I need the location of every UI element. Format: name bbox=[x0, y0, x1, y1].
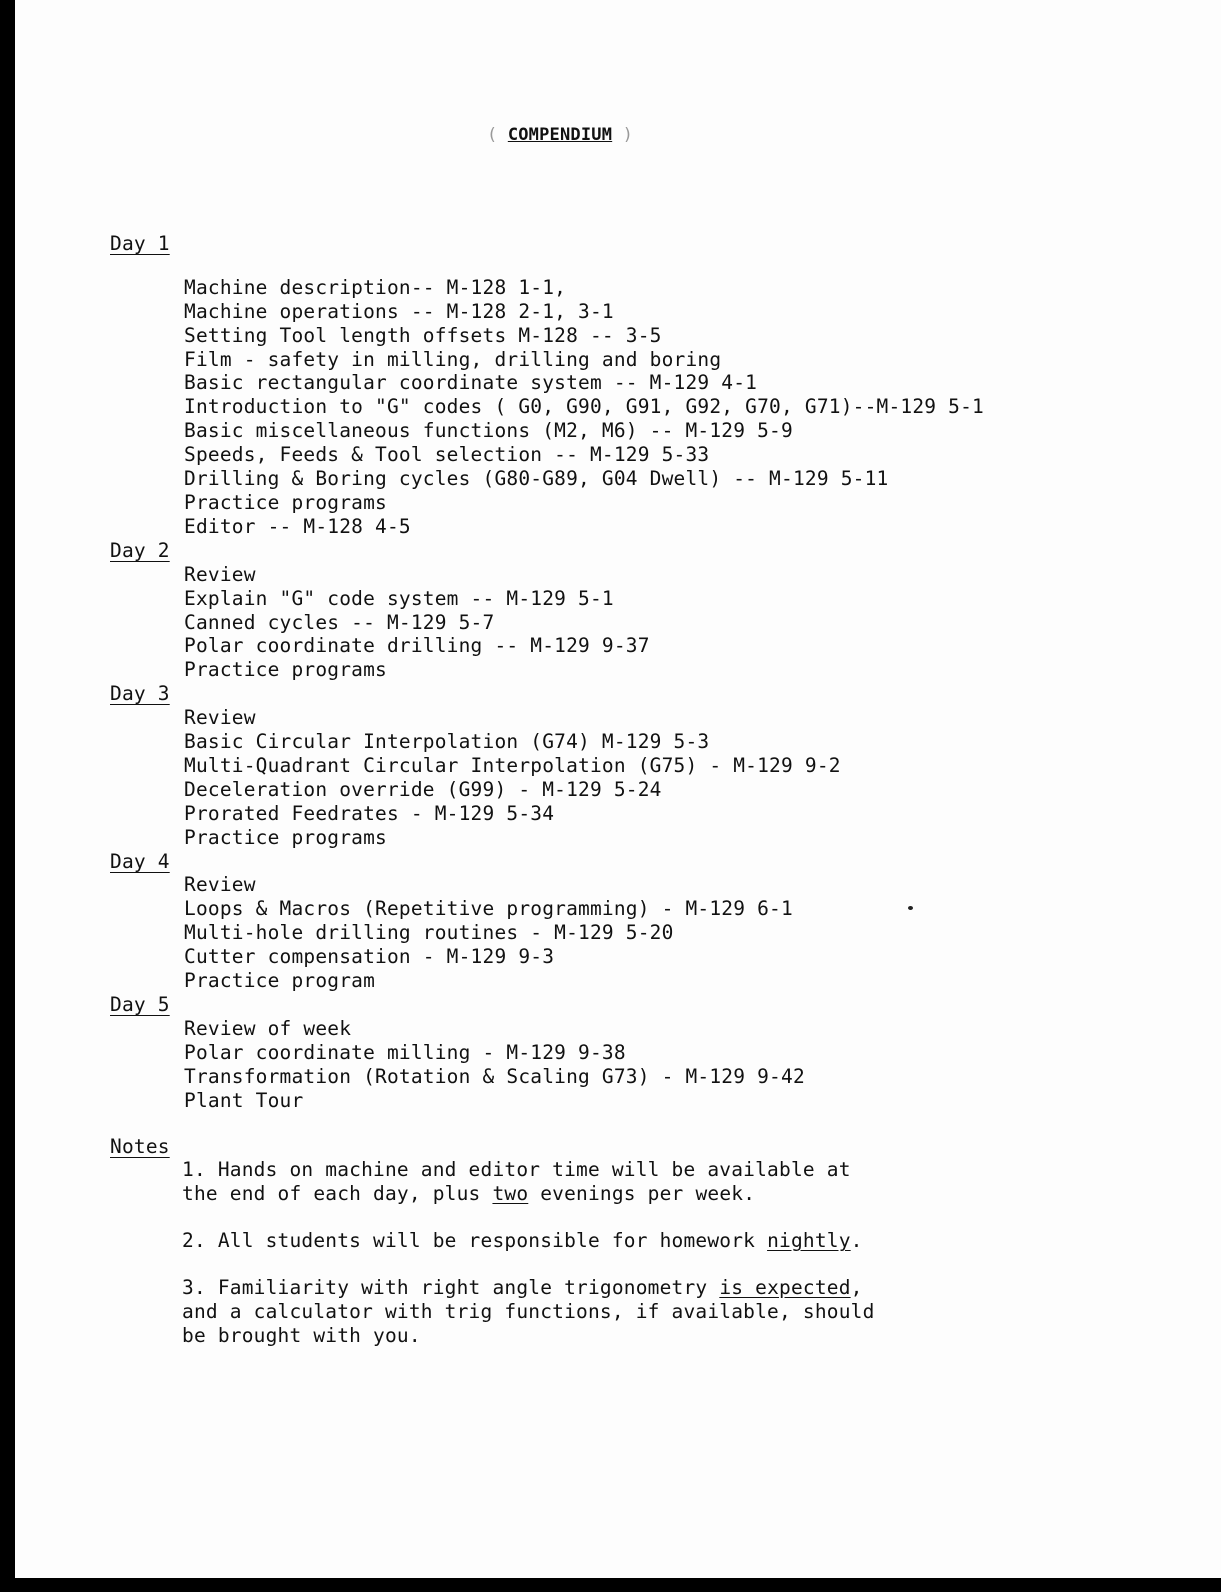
day-items bbox=[184, 706, 1190, 849]
agenda-item: Editor -- M-128 4-5 bbox=[184, 514, 411, 538]
agenda-item: Basic Circular Interpolation (G74) M-129 5-3 bbox=[184, 730, 710, 754]
document-page bbox=[110, 124, 1190, 1371]
agenda-item: Polar coordinate drilling -- M-129 9-37 bbox=[184, 634, 650, 658]
agenda-item: Basic rectangular coordinate system -- M-129 4-1 bbox=[184, 371, 758, 395]
day-section bbox=[110, 850, 1190, 993]
agenda-item: Practice programs bbox=[184, 658, 387, 682]
day-heading: Day 2 bbox=[110, 538, 170, 562]
day-heading: Day 1 bbox=[110, 231, 170, 255]
day-heading: Day 4 bbox=[110, 849, 170, 873]
day-section bbox=[110, 539, 1190, 682]
day-section bbox=[110, 993, 1190, 1113]
agenda-item: Plant Tour bbox=[184, 1088, 304, 1112]
note-1: 1. Hands on machine and editor time will be available at the end of each day, plus two evenings per week. bbox=[182, 1158, 851, 1206]
agenda-item: Canned cycles -- M-129 5-7 bbox=[184, 610, 495, 634]
day-items bbox=[184, 1017, 1190, 1113]
day-items bbox=[184, 563, 1190, 683]
agenda-item: Setting Tool length offsets M-128 -- 3-5 bbox=[184, 323, 662, 347]
agenda-item: Film - safety in milling, drilling and boring bbox=[184, 347, 722, 371]
agenda-item: Loops & Macros (Repetitive programming) - M-129 6-1 bbox=[184, 897, 793, 921]
day-items bbox=[184, 873, 1190, 993]
agenda-item: Machine description-- M-128 1-1, bbox=[184, 275, 567, 299]
agenda-item: Explain "G" code system -- M-129 5-1 bbox=[184, 586, 614, 610]
agenda-item: Drilling & Boring cycles (G80-G89, G04 Dwell) -- M-129 5-11 bbox=[184, 467, 889, 491]
agenda-item: Practice programs bbox=[184, 490, 387, 514]
day-heading: Day 3 bbox=[110, 682, 170, 706]
agenda-item: Review of week bbox=[184, 1016, 352, 1040]
notes-heading: Notes bbox=[110, 1134, 170, 1158]
agenda-item: Multi-hole drilling routines - M-129 5-20 bbox=[184, 921, 674, 945]
agenda-item: Multi-Quadrant Circular Interpolation (G75) - M-129 9-2 bbox=[184, 753, 841, 777]
agenda-item: Basic miscellaneous functions (M2, M6) -- M-129 5-9 bbox=[184, 419, 793, 443]
agenda-item: Machine operations -- M-128 2-1, 3-1 bbox=[184, 299, 614, 323]
day-items bbox=[184, 276, 1190, 539]
title-block: ( COMPENDIUM ) bbox=[486, 125, 634, 145]
agenda-item: Polar coordinate milling - M-129 9-38 bbox=[184, 1040, 626, 1064]
agenda-item: Introduction to "G" codes ( G0, G90, G91, G92, G70, G71)--M-129 5-1 bbox=[184, 395, 984, 419]
agenda-item: Deceleration override (G99) - M-129 5-24 bbox=[184, 777, 662, 801]
scan-bottom-border bbox=[0, 1578, 1221, 1592]
document-title: COMPENDIUM bbox=[507, 125, 613, 145]
agenda-item: Review bbox=[184, 706, 256, 730]
agenda-item: Practice programs bbox=[184, 825, 387, 849]
agenda-item: Prorated Feedrates - M-129 5-34 bbox=[184, 801, 555, 825]
note-3: 3. Familiarity with right angle trigonometry is expected, and a calculator with trig functions, if available, should be brought with you. bbox=[182, 1276, 875, 1347]
agenda-item: Cutter compensation - M-129 9-3 bbox=[184, 945, 555, 969]
day-section bbox=[110, 682, 1190, 849]
agenda-item: Review bbox=[184, 873, 256, 897]
day-section bbox=[110, 232, 1190, 539]
agenda-item: Transformation (Rotation & Scaling G73) - M-129 9-42 bbox=[184, 1064, 805, 1088]
note-2: 2. All students will be responsible for homework nightly. bbox=[182, 1229, 863, 1253]
agenda-item: Review bbox=[184, 562, 256, 586]
agenda-item: Practice program bbox=[184, 969, 376, 993]
day-heading: Day 5 bbox=[110, 993, 170, 1016]
scan-left-border bbox=[0, 0, 15, 1592]
agenda-item: Speeds, Feeds & Tool selection -- M-129 5-33 bbox=[184, 443, 710, 467]
